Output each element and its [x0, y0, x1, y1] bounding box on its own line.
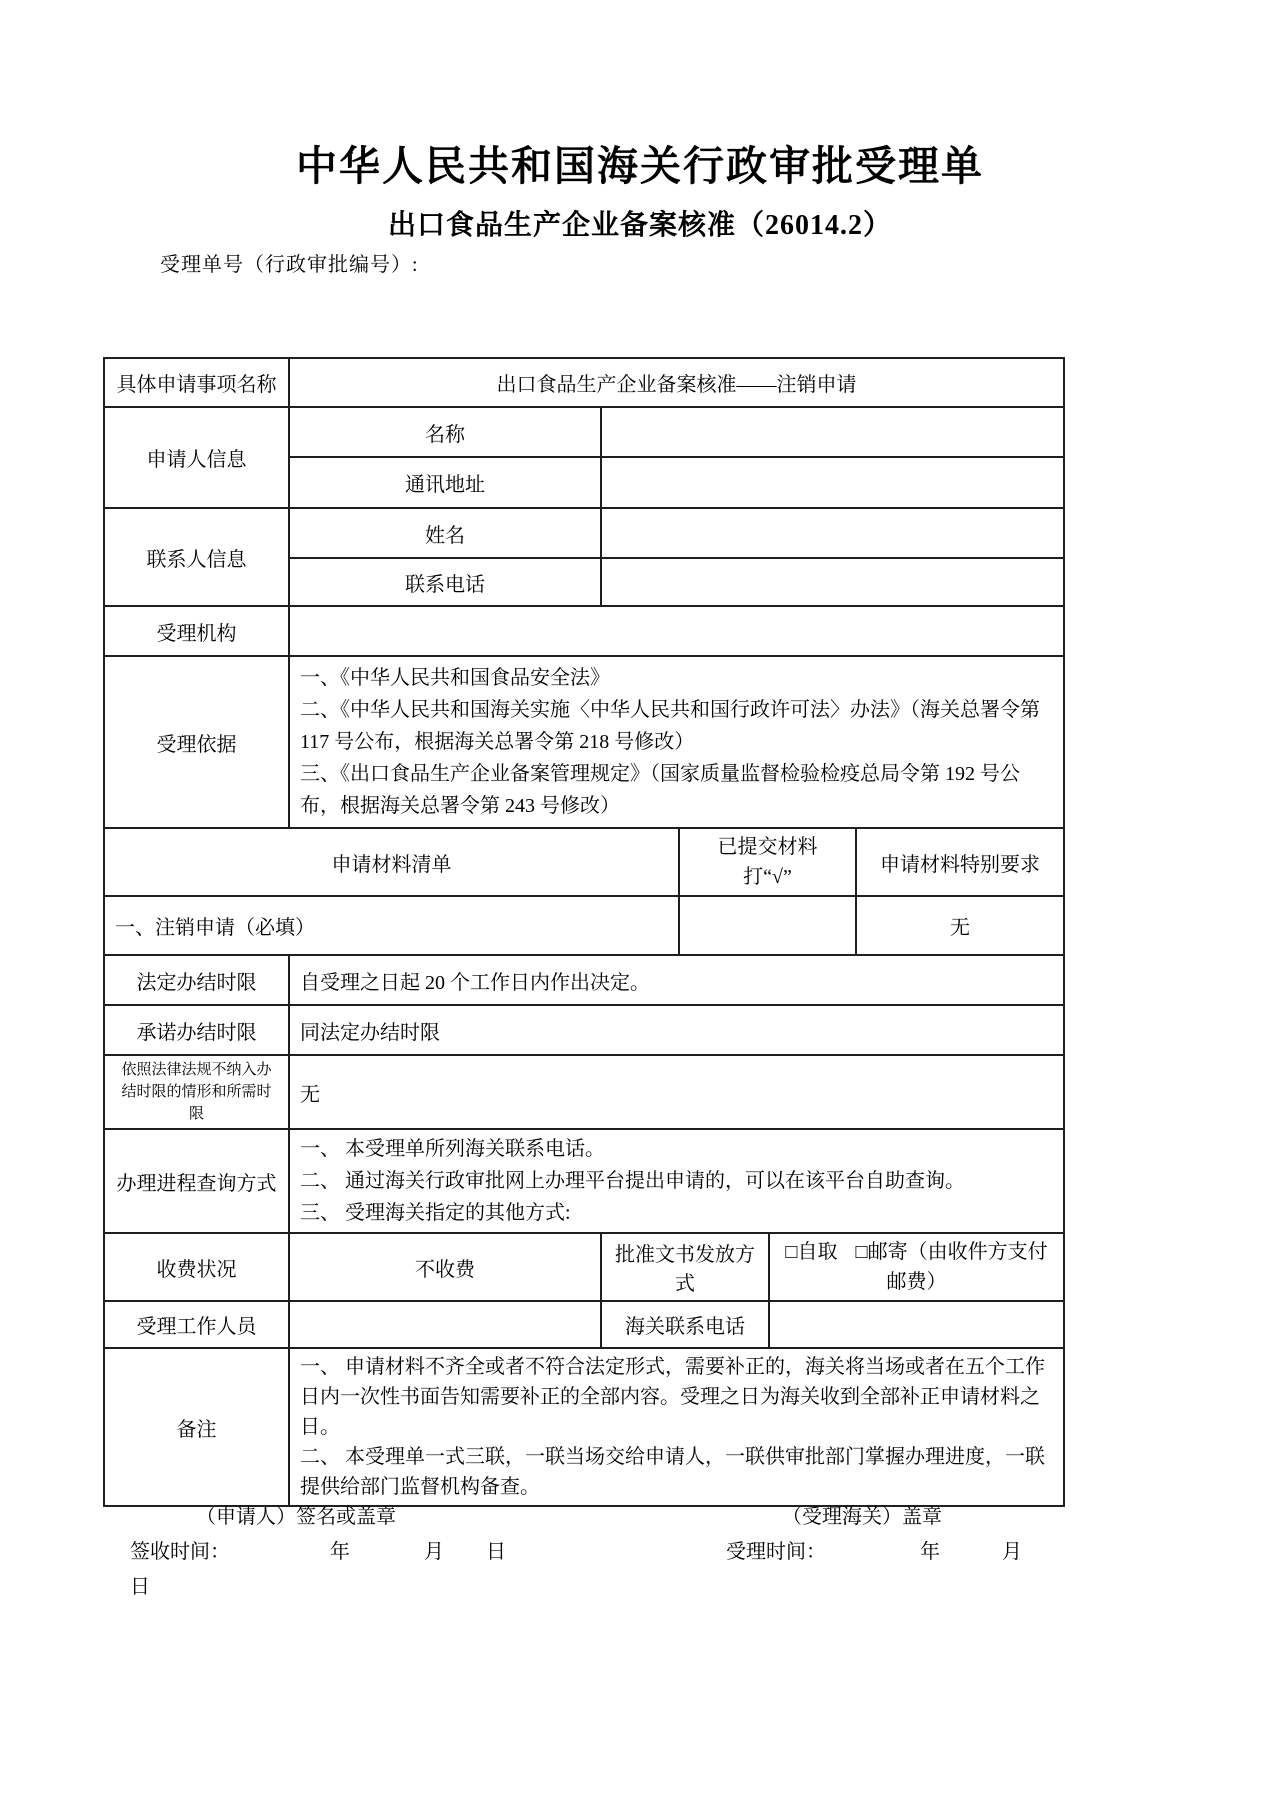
row-materials-header: [104, 828, 1064, 896]
page-title: 中华人民共和国海关行政审批受理单: [296, 143, 984, 189]
contact-name-label: 姓名: [289, 508, 601, 558]
sign-day-label: 日: [486, 1541, 506, 1563]
applicant-name-label: 名称: [289, 407, 601, 457]
excluded-limit-value: 无: [289, 1055, 1064, 1129]
applicant-signature-label: （申请人）签名或盖章: [196, 1506, 396, 1528]
customs-phone-field[interactable]: [769, 1301, 1064, 1348]
row-progress-query: [104, 1129, 1064, 1233]
basis-item-3: 三、《出口食品生产企业备案管理规定》（国家质量监督检验检疫总局令第 192 号公布，根据海关总署令第 243 号修改）: [300, 763, 1020, 817]
basis-item-2: 二、《中华人民共和国海关实施〈中华人民共和国行政许可法〉办法》（海关总署令第 117 号公布，根据海关总署令第 218 号修改）: [300, 699, 1040, 753]
customs-seal-label: （受理海关）盖章: [782, 1506, 942, 1528]
materials-submitted-header-line1: 已提交材料: [717, 836, 818, 858]
contact-info-label: 联系人信息: [104, 508, 289, 606]
mail-checkbox-option[interactable]: □邮寄（由收件方支付邮费）: [855, 1241, 1048, 1293]
materials-special-header: 申请材料特别要求: [856, 828, 1064, 896]
applicant-address-label: 通讯地址: [289, 457, 601, 508]
progress-query-label: 办理进程查询方式: [104, 1129, 289, 1233]
row-staff: [104, 1301, 1064, 1348]
materials-submitted-header-line2: 打“√”: [743, 866, 792, 888]
row-accepting-org: [104, 606, 1064, 656]
accept-time-label: 受理时间：: [726, 1541, 826, 1563]
excluded-limit-label: 依照法律法规不纳入办结时限的情形和所需时限: [104, 1055, 289, 1129]
accept-month-label: 月: [1002, 1541, 1022, 1563]
statutory-limit-label: 法定办结时限: [104, 955, 289, 1005]
accept-year-label: 年: [920, 1541, 940, 1563]
progress-query-content: [289, 1129, 1064, 1233]
contact-phone-label: 联系电话: [289, 558, 601, 606]
materials-submitted-header: [679, 828, 856, 896]
material-item-name: 一、注销申请（必填）: [104, 896, 679, 955]
contact-phone-field[interactable]: [601, 558, 1064, 606]
fee-status-label: 收费状况: [104, 1233, 289, 1301]
basis-item-1: 一、《中华人民共和国食品安全法》: [300, 667, 610, 689]
material-submitted-checkbox-cell[interactable]: [679, 896, 856, 955]
staff-label: 受理工作人员: [104, 1301, 289, 1348]
accept-day-wrap-label: 日: [130, 1576, 150, 1598]
row-remarks: [104, 1348, 1064, 1506]
applicant-info-label: 申请人信息: [104, 407, 289, 508]
sign-month-label: 月: [424, 1541, 444, 1563]
progress-query-item-2: 二、 通过海关行政审批网上办理平台提出申请的，可以在该平台自助查询。: [300, 1170, 965, 1192]
remarks-label: 备注: [104, 1348, 289, 1506]
material-special-value: 无: [856, 896, 1064, 955]
row-excluded-limit: [104, 1055, 1064, 1129]
accepting-org-field[interactable]: [289, 606, 1064, 656]
acceptance-basis-content: [289, 656, 1064, 828]
row-acceptance-basis: [104, 656, 1064, 828]
applicant-name-field[interactable]: [601, 407, 1064, 457]
contact-name-field[interactable]: [601, 508, 1064, 558]
acceptance-basis-label: 受理依据: [104, 656, 289, 828]
sign-time-label: 签收时间：: [130, 1541, 230, 1563]
delivery-method-label: 批准文书发放方式: [601, 1233, 769, 1301]
row-fee-delivery: [104, 1233, 1064, 1301]
row-statutory-limit: [104, 955, 1064, 1005]
row-applicant-name: [104, 407, 1064, 457]
staff-name-field[interactable]: [289, 1301, 601, 1348]
row-contact-name: [104, 508, 1064, 558]
acceptance-form-table: [103, 357, 1065, 1507]
row-item-name: [104, 358, 1064, 407]
promised-limit-label: 承诺办结时限: [104, 1005, 289, 1055]
sign-year-label: 年: [330, 1541, 350, 1563]
progress-query-item-1: 一、 本受理单所列海关联系电话。: [300, 1138, 605, 1160]
materials-list-header: 申请材料清单: [104, 828, 679, 896]
fee-status-value: 不收费: [289, 1233, 601, 1301]
accepting-org-label: 受理机构: [104, 606, 289, 656]
remarks-content: [289, 1348, 1064, 1506]
pickup-checkbox-option[interactable]: □自取: [785, 1241, 838, 1263]
customs-phone-label: 海关联系电话: [601, 1301, 769, 1348]
row-material-item: [104, 896, 1064, 955]
row-promised-limit: [104, 1005, 1064, 1055]
acceptance-number-label: 受理单号（行政审批编号）:: [160, 254, 419, 276]
promised-limit-value: 同法定办结时限: [289, 1005, 1064, 1055]
remarks-item-1: 一、 申请材料不齐全或者不符合法定形式，需要补正的，海关将当场或者在五个工作日内一次性书面告知需要补正的全部内容。受理之日为海关收到全部补正申请材料之日。: [300, 1356, 1045, 1438]
delivery-options-cell: [769, 1233, 1064, 1301]
item-name-value: 出口食品生产企业备案核准——注销申请: [289, 358, 1064, 407]
remarks-item-2: 二、 本受理单一式三联，一联当场交给申请人，一联供审批部门掌握办理进度，一联提供给部门监督机构备查。: [300, 1446, 1045, 1498]
progress-query-item-3: 三、 受理海关指定的其他方式:: [300, 1202, 571, 1224]
item-name-label: 具体申请事项名称: [104, 358, 289, 407]
statutory-limit-value: 自受理之日起 20 个工作日内作出决定。: [289, 955, 1064, 1005]
page-subtitle: 出口食品生产企业备案核准（26014.2）: [387, 210, 892, 241]
applicant-address-field[interactable]: [601, 457, 1064, 508]
